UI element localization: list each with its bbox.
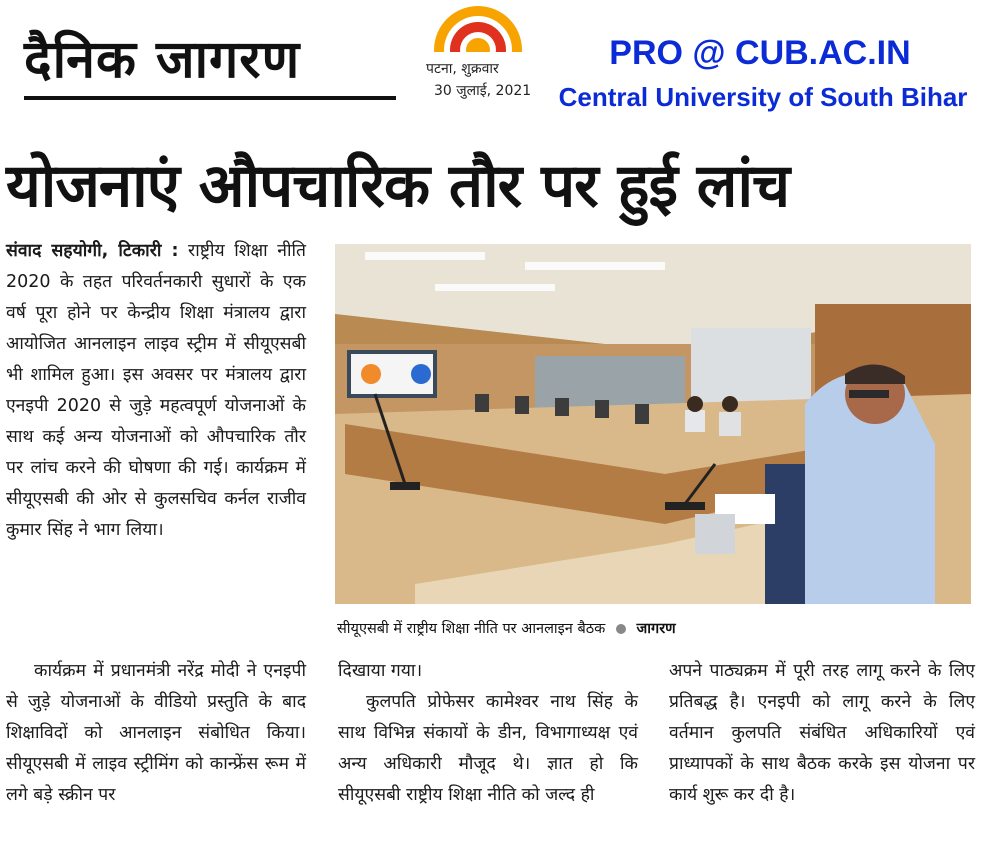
university-name: Central University of South Bihar (558, 82, 968, 112)
pro-email: PRO @ CUB.AC.IN (609, 34, 911, 72)
article-column-1-top (6, 236, 306, 546)
byline: संवाद सहयोगी, टिकारी : (6, 241, 179, 261)
article-column-1-bottom (6, 656, 306, 811)
caption-bullet-icon (616, 624, 626, 634)
issue-date: 30 जुलाई, 2021 (434, 83, 532, 99)
dateline (426, 60, 531, 100)
paragraph-1: राष्ट्रीय शिक्षा नीति 2020 के तहत परिवर्तनकारी सुधारों के एक वर्ष पूरा होने पर केन्द्रीय शिक्षा मंत्रालय द्वारा आयोजित आनलाइन लाइव स्ट्रीम में सीयूएसबी भी शामिल हुआ। इस अवसर पर मंत्रालय द्वारा एनइपी 2020 से जुड़े महत्वपूर्ण योजनाओं के साथ कई अन्य योजनाओं को औपचारिक तौर पर लांच करने की घोषणा की गई। कार्यक्रम में सीयूएसबी की ओर से कुलसचिव कर्नल राजीव कुमार सिंह ने भाग लिया। (6, 241, 307, 540)
photo-credit: जागरण (636, 621, 676, 637)
paragraph-2: कार्यक्रम में प्रधानमंत्री नरेंद्र मोदी ने एनइपी से जुड़े योजनाओं के वीडियो प्रस्तुति के बाद शिक्षाविदों को आनलाइन संबोधित किया। सीयूएसबी में लाइव स्ट्रीमिंग को कान्फ्रेंस रूम में लगे बड़े स्क्रीन पर (6, 661, 306, 805)
masthead (0, 0, 996, 118)
conference-room-photo (335, 244, 971, 604)
caption-text: सीयूएसबी में राष्ट्रीय शिक्षा नीति पर आनलाइन बैठक (337, 621, 606, 637)
article-column-3 (669, 656, 975, 811)
newspaper-logo: दैनिक जागरण (24, 30, 301, 90)
logo-underline (24, 96, 396, 100)
photo-caption (337, 618, 676, 638)
headline: योजनाएं औपचारिक तौर पर हुई लांच (6, 151, 790, 221)
paragraph-3-continued: अपने पाठ्यक्रम में पूरी तरह लागू करने के लिए प्रतिबद्ध है। एनइपी को लागू करने के लिए वर्तमान कुलपति संबंधित अधिकारियों एवं प्राध्यापकों के साथ बैठक करके इस योजना पर कार्य शुरू कर दी है। (669, 661, 975, 805)
paragraph-2-continued: दिखाया गया। (338, 661, 423, 681)
article-column-2 (338, 656, 638, 811)
city-day: पटना, शुक्रवार (426, 61, 499, 77)
paragraph-3: कुलपति प्रोफेसर कामेश्वर नाथ सिंह के साथ विभिन्न संकायों के डीन, विभागाध्यक्ष एवं अन्य अधिकारी मौजूद थे। ज्ञात हो कि सीयूएसबी राष्ट्रीय शिक्षा नीति को जल्द ही (338, 692, 638, 805)
